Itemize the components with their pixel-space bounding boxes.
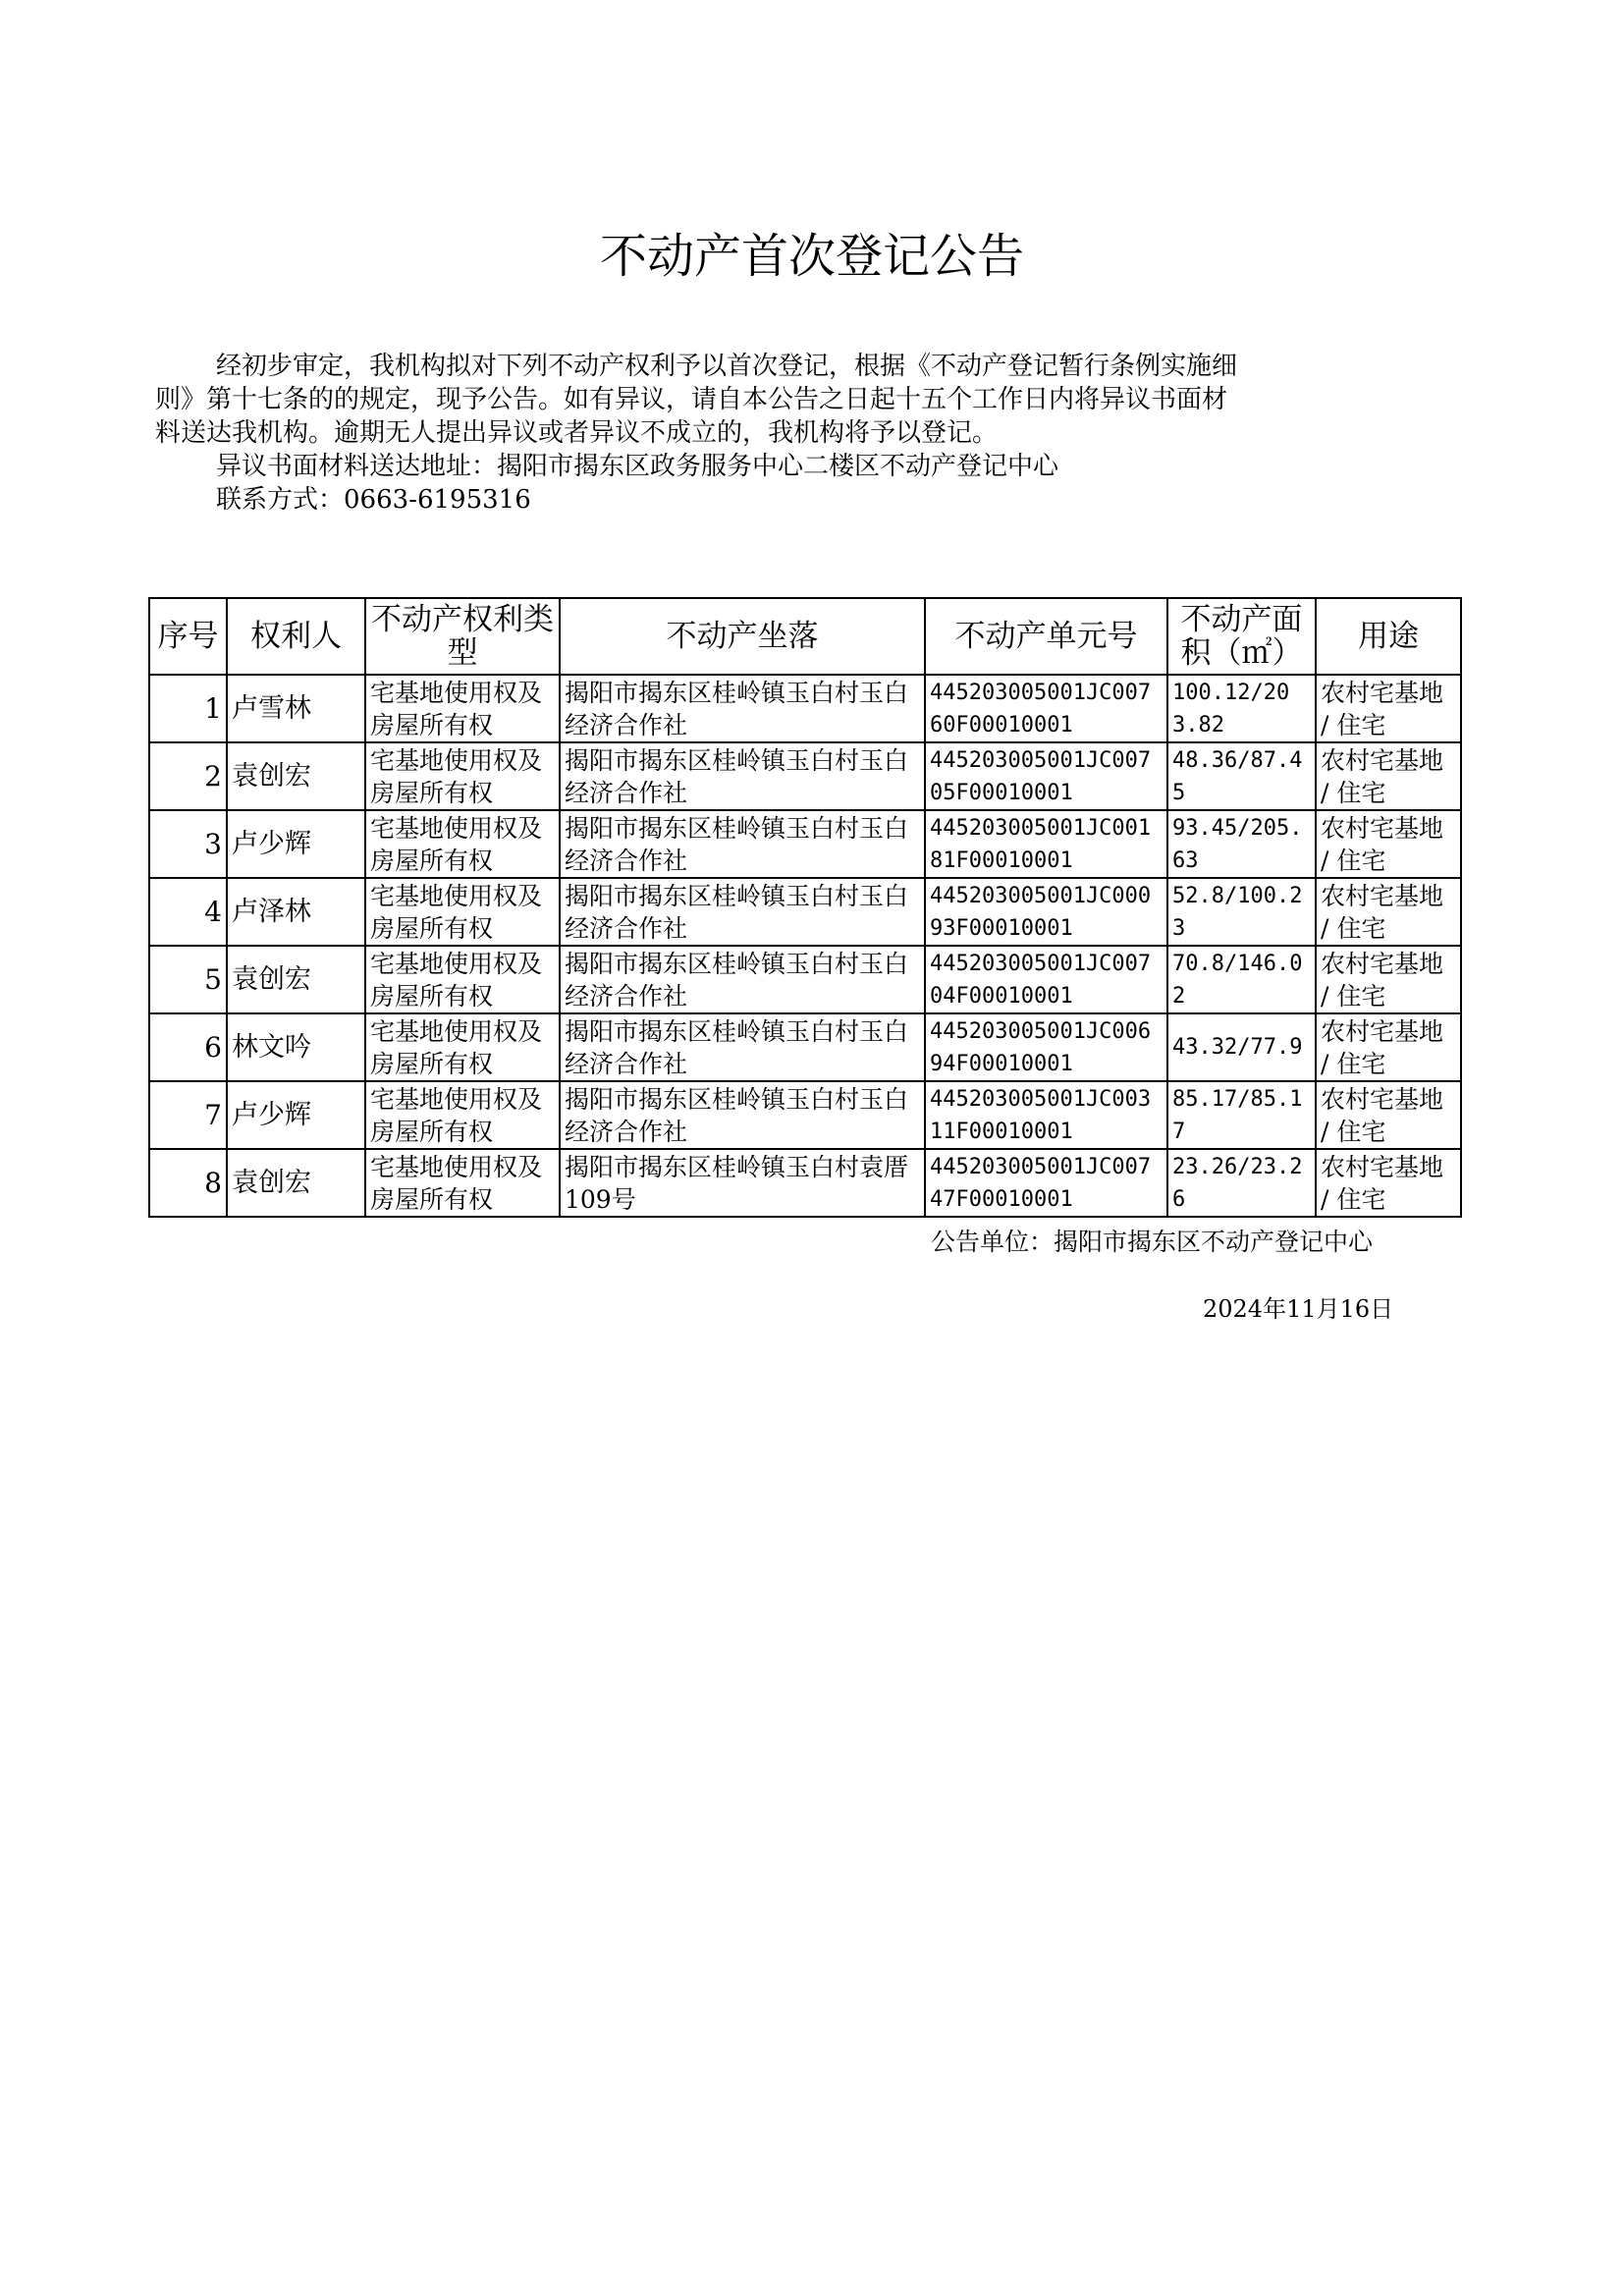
cell-area: 93.45/205.63 [1167,810,1316,878]
table-row [149,878,1461,946]
cell-area: 43.32/77.9 [1167,1013,1316,1081]
cell-seq: 7 [149,1081,227,1149]
table-header-row [149,598,1461,675]
table-row [149,1149,1461,1217]
header-area: 不动产面积（㎡） [1167,598,1316,675]
cell-type: 宅基地使用权及房屋所有权 [365,1149,560,1217]
cell-owner: 卢泽林 [227,878,365,946]
cell-owner: 卢少辉 [227,1081,365,1149]
cell-owner: 袁创宏 [227,946,365,1013]
cell-unit: 445203005001JC00705F00010001 [925,742,1167,810]
cell-unit: 445203005001JC00311F00010001 [925,1081,1167,1149]
cell-seq: 4 [149,878,227,946]
header-type: 不动产权利类型 [365,598,560,675]
cell-seq: 1 [149,675,227,742]
cell-type: 宅基地使用权及房屋所有权 [365,1013,560,1081]
header-location: 不动产坐落 [560,598,925,675]
cell-type: 宅基地使用权及房屋所有权 [365,675,560,742]
cell-owner: 袁创宏 [227,742,365,810]
cell-owner: 卢雪林 [227,675,365,742]
objection-address: 异议书面材料送达地址：揭阳市揭东区政务服务中心二楼区不动产登记中心 [216,452,1059,481]
cell-owner: 卢少辉 [227,810,365,878]
cell-use: 农村宅基地 / 住宅 [1316,1149,1461,1217]
announcing-unit: 公告单位：揭阳市揭东区不动产登记中心 [931,1228,1374,1256]
cell-location: 揭阳市揭东区桂岭镇玉白村玉白经济合作社 [560,946,925,1013]
intro-para1-line3: 料送达我机构。逾期无人提出异议或者异议不成立的，我机构将予以登记。 [155,418,999,448]
header-owner: 权利人 [227,598,365,675]
table-row [149,1013,1461,1081]
cell-location: 揭阳市揭东区桂岭镇玉白村玉白经济合作社 [560,810,925,878]
table-row [149,1081,1461,1149]
cell-use: 农村宅基地 / 住宅 [1316,742,1461,810]
contact-info: 联系方式：0663-6195316 [216,485,531,515]
intro-para1-line2: 则》第十七条的的规定，现予公告。如有异议，请自本公告之日起十五个工作日内将异议书面材 [155,385,1228,414]
cell-area: 85.17/85.17 [1167,1081,1316,1149]
cell-location: 揭阳市揭东区桂岭镇玉白村玉白经济合作社 [560,1081,925,1149]
cell-seq: 2 [149,742,227,810]
header-use: 用途 [1316,598,1461,675]
cell-unit: 445203005001JC00704F00010001 [925,946,1167,1013]
cell-location: 揭阳市揭东区桂岭镇玉白村袁厝109号 [560,1149,925,1217]
header-seq: 序号 [149,598,227,675]
cell-seq: 5 [149,946,227,1013]
cell-area: 70.8/146.02 [1167,946,1316,1013]
cell-type: 宅基地使用权及房屋所有权 [365,1081,560,1149]
cell-area: 48.36/87.45 [1167,742,1316,810]
cell-type: 宅基地使用权及房屋所有权 [365,742,560,810]
cell-unit: 445203005001JC00093F00010001 [925,878,1167,946]
cell-seq: 3 [149,810,227,878]
cell-use: 农村宅基地 / 住宅 [1316,1013,1461,1081]
cell-area: 100.12/203.82 [1167,675,1316,742]
cell-unit: 445203005001JC00760F00010001 [925,675,1167,742]
cell-unit: 445203005001JC00747F00010001 [925,1149,1167,1217]
header-unit: 不动产单元号 [925,598,1167,675]
cell-use: 农村宅基地 / 住宅 [1316,1081,1461,1149]
cell-location: 揭阳市揭东区桂岭镇玉白村玉白经济合作社 [560,742,925,810]
cell-type: 宅基地使用权及房屋所有权 [365,878,560,946]
page-title: 不动产首次登记公告 [599,229,1024,284]
intro-text [155,350,1432,517]
cell-unit: 445203005001JC00694F00010001 [925,1013,1167,1081]
table-row [149,742,1461,810]
cell-owner: 林文吟 [227,1013,365,1081]
intro-para1-line1: 经初步审定，我机构拟对下列不动产权利予以首次登记，根据《不动产登记暂行条例实施细 [216,352,1238,381]
cell-location: 揭阳市揭东区桂岭镇玉白村玉白经济合作社 [560,675,925,742]
cell-use: 农村宅基地 / 住宅 [1316,810,1461,878]
cell-area: 52.8/100.23 [1167,878,1316,946]
cell-type: 宅基地使用权及房屋所有权 [365,946,560,1013]
cell-seq: 8 [149,1149,227,1217]
cell-use: 农村宅基地 / 住宅 [1316,675,1461,742]
cell-use: 农村宅基地 / 住宅 [1316,878,1461,946]
table-row [149,675,1461,742]
registration-table [148,597,1462,1218]
cell-type: 宅基地使用权及房屋所有权 [365,810,560,878]
cell-use: 农村宅基地 / 住宅 [1316,946,1461,1013]
cell-unit: 445203005001JC00181F00010001 [925,810,1167,878]
cell-owner: 袁创宏 [227,1149,365,1217]
cell-location: 揭阳市揭东区桂岭镇玉白村玉白经济合作社 [560,878,925,946]
cell-location: 揭阳市揭东区桂岭镇玉白村玉白经济合作社 [560,1013,925,1081]
announcement-date: 2024年11月16日 [1203,1295,1394,1323]
cell-seq: 6 [149,1013,227,1081]
table-row [149,946,1461,1013]
table-row [149,810,1461,878]
cell-area: 23.26/23.26 [1167,1149,1316,1217]
